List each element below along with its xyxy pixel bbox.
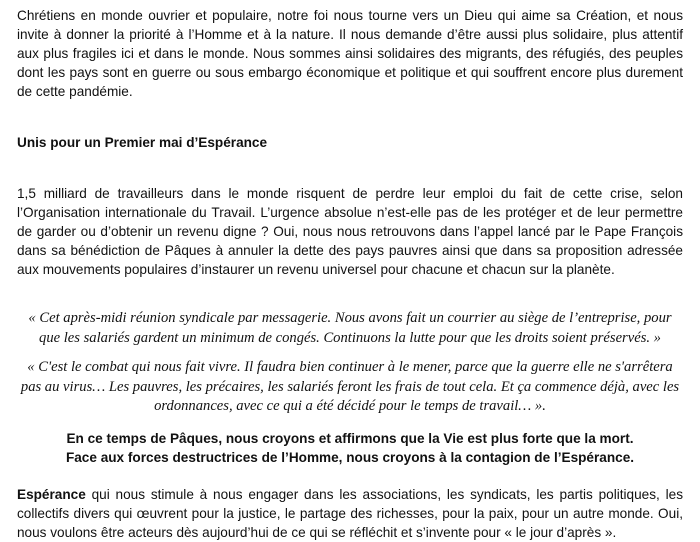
section-heading: Unis pour un Premier mai d’Espérance xyxy=(17,135,268,150)
quote-union-meeting: « Cet après-midi réunion syndicale par messagerie. Nous avons fait un courrier au siège de l’entreprise, pour que les salariés gardent un minimum de congés. Continuons la lutte pour que les droits soient préservés. » xyxy=(28,310,672,346)
workers-paragraph: 1,5 milliard de travailleurs dans le monde risquent de perdre leur emploi du fait de cette crise, selon l’Organisation internationale du Travail. L’urgence absolue n’est-elle pas de les protéger et de leur permettre de garder ou d’obtenir un revenu digne ? Oui, nous nous retrouvons dans l’appel lancé par le Pape François dans sa bénédiction de Pâques à annuler la dette des pays pauvres ainsi que dans sa proposition adressée aux mouvements populaires d’instaurer un revenu universel pour chacune et chacun sur la planète. xyxy=(17,186,683,277)
quote-struggle: « C'est le combat qui nous fait vivre. Il faudra bien continuer à le mener, parce que la guerre elle ne s'arrêtera pas au virus… Les pauvres, les précaires, les salariés feront les frais de tout cela. Et ça commence déjà, avec les ordonnances, avec ce qui a été décidé pour le temps de travail… ». xyxy=(20,359,680,414)
intro-paragraph: Chrétiens en monde ouvrier et populaire, notre foi nous tourne vers un Dieu qui aime sa Création, et nous invite à donner la priorité à l’Homme et à la nature. Il nous demande d’être aussi plus solidaire, plus attentif aux plus fragiles ici et dans le monde. Nous sommes ainsi solidaires des migrants, des réfugiés, des peuples dont les pays sont en guerre ou sous embargo économique et politique et qui souffrent encore plus durement de cette pandémie. xyxy=(17,8,683,99)
hope-lead-word: Espérance xyxy=(17,487,86,502)
easter-statement xyxy=(17,429,683,467)
hope-paragraph xyxy=(17,485,683,542)
hope-paragraph-text: qui nous stimule à nous engager dans les associations, les syndicats, les partis politiques, les collectifs divers qui œuvrent pour la justice, le partage des richesses, pour la paix, pour un autre monde. Oui, nous voulons être acteurs dès aujourd’hui de ce qui se réfléchit et s’invente pour « le jour d’après ». xyxy=(17,487,683,540)
statement-line-2: Face aux forces destructrices de l’Homme, nous croyons à la contagion de l’Espérance. xyxy=(65,450,635,465)
statement-line-1: En ce temps de Pâques, nous croyons et affirmons que la Vie est plus forte que la mort. xyxy=(66,431,634,446)
